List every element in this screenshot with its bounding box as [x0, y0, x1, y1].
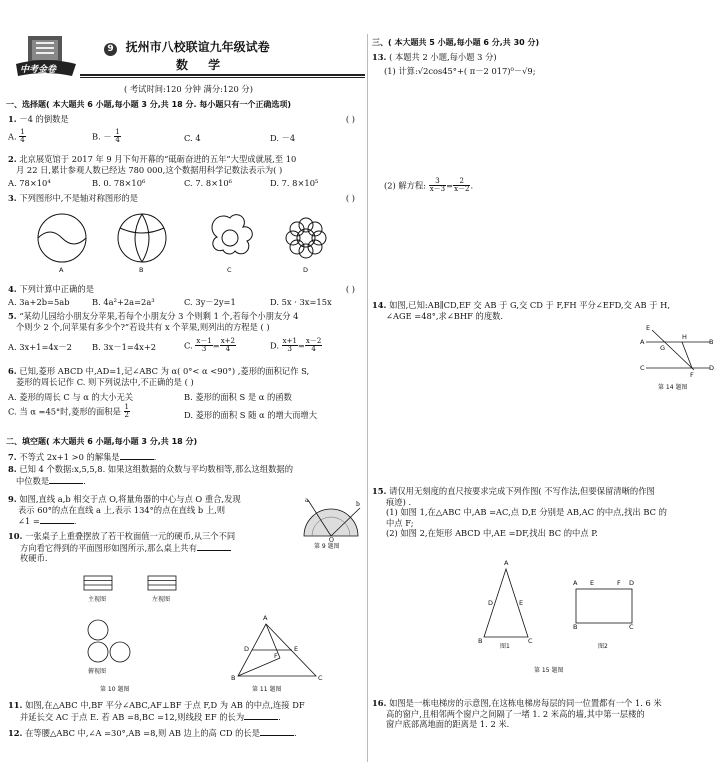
q3-label-a: A — [59, 266, 64, 274]
q8-line2: 中位数是 — [16, 475, 50, 486]
q5-c-n2: x+2 — [220, 337, 235, 345]
q1-option-b-label: B. － — [92, 131, 112, 142]
q6-option-a[interactable]: A. 菱形的周长 C 与 α 的大小无关 — [8, 392, 134, 402]
q14-point-d: D — [709, 364, 715, 372]
q6-c-frac — [124, 404, 130, 420]
q5-option-c[interactable] — [184, 338, 236, 354]
q5-d-n1: x+1 — [282, 337, 297, 345]
q5-d-eq: = — [297, 340, 305, 351]
question-4 — [8, 284, 361, 295]
q7-number: 7. — [8, 452, 17, 462]
q13-number: 13. — [372, 52, 387, 62]
q15-fig2-rectangle[interactable] — [576, 589, 632, 623]
question-10 — [8, 531, 298, 564]
section3-heading: 三、( 本大题共 5 小题,每小题 6 分,共 30 分) — [372, 38, 540, 47]
q11-point-c: C — [318, 674, 323, 682]
q6-line1: 已知,菱形 ABCD 中,AD=1,记∠ABC 为 α( 0°< α <90°) ,菱形的面积记作 S, — [19, 366, 310, 376]
q9-number: 9. — [8, 494, 17, 504]
q14-number: 14. — [372, 300, 387, 310]
q10-line3: 枚硬币. — [20, 553, 48, 564]
q1-b-den: 4 — [115, 136, 120, 145]
q9-line3: ∠1 = — [18, 516, 40, 527]
q4-option-a[interactable]: A. 3a+2b=5ab — [8, 297, 70, 307]
q5-c-frac2 — [220, 338, 236, 354]
q15-part1b: 中点 F; — [386, 517, 414, 528]
q5-c-d2: 4 — [225, 345, 231, 354]
q15-line1: 请仅用无刻度的直尺按要求完成下列作图( 不写作法,但要保留清晰的作图 — [389, 486, 655, 496]
header-title-row — [104, 40, 270, 56]
question-16 — [372, 698, 662, 730]
q16-number: 16. — [372, 698, 387, 708]
q11-caption: 第 11 题图 — [252, 686, 282, 693]
q13-part1: (1) 计算:√2cos45°+( π－2 017)⁰－√9; — [384, 66, 536, 76]
q11-line1: 如图,在△ABC 中,BF 平分∠ABC,AF⊥BF 于点 F,D 为 AB 的中点,连接 DF — [25, 700, 305, 710]
q14-point-g: G — [660, 344, 666, 352]
q4-option-d[interactable]: D. 5x · 3x=15x — [270, 297, 332, 307]
q11-point-b: B — [231, 674, 236, 682]
q2-option-a[interactable]: A. 78×10⁴ — [8, 178, 51, 188]
q14-figure — [640, 326, 714, 398]
q6-c-n: 1 — [124, 403, 129, 411]
q10-figure — [70, 572, 200, 698]
q5-option-a[interactable]: A. 3x+1=4x－2 — [8, 342, 72, 352]
q15-part2: (2) 如图 2,在矩形 ABCD 中,AE =DF,找出 BC 的中点 P. — [386, 528, 598, 539]
q7-end: . — [153, 452, 157, 462]
question-5 — [8, 311, 361, 332]
svg-text:b: b — [356, 501, 360, 508]
q12-number: 12. — [8, 728, 23, 738]
q15-line2: 痕迹) . — [386, 496, 412, 507]
q1-b-num: 1 — [115, 128, 120, 136]
q8-line1: 已知 4 个数据:x,5,5,8. 如果这组数据的众数与平均数相等,那么这组数据的 — [19, 464, 294, 474]
q8-number: 8. — [8, 464, 17, 474]
q4-option-c[interactable]: C. 3y－2y=1 — [184, 297, 236, 307]
q13-d1: x－3 — [429, 185, 446, 194]
q13-eq: = — [446, 180, 454, 191]
q5-d-frac1 — [282, 338, 298, 354]
question-6 — [8, 366, 361, 387]
q9-caption: 第 9 题图 — [314, 543, 340, 550]
q14-point-f: F — [690, 371, 694, 379]
column-divider — [367, 34, 368, 762]
q5-line1: “某幼儿园给小朋友分苹果,若每个小朋友分 3 个则剩 1 个,若每个小朋友分 4 — [19, 311, 299, 321]
q3-figure-c[interactable] — [212, 215, 252, 254]
logo-text: 中考金卷 — [20, 65, 57, 75]
q15-fig2-point-d: D — [629, 579, 635, 587]
q5-option-d[interactable] — [270, 338, 322, 354]
q14-line2: ∠AGE =48°,求∠BHF 的度数. — [386, 310, 504, 321]
q6-option-d[interactable]: D. 菱形的面积 S 随 α 的增大而增大 — [184, 410, 318, 420]
q3-answer-paren: ( ) — [345, 193, 355, 203]
q6-number: 6. — [8, 366, 17, 376]
q3-label-c: C — [227, 266, 232, 274]
q15-fig1-point-b: B — [478, 637, 483, 645]
q1-option-c[interactable]: C. 4 — [184, 133, 201, 143]
q6-line2: 菱形的周长记作 C. 则下列说法中,不正确的是 ( ) — [16, 376, 194, 387]
q3-label-b: B — [139, 266, 144, 274]
q13-part2 — [384, 178, 473, 194]
q1-option-a-label: A. — [8, 131, 17, 142]
q3-number: 3. — [8, 193, 17, 203]
q4-answer-paren: ( ) — [345, 284, 355, 294]
q10-top-view-label: 俯视图 — [88, 668, 107, 675]
q1-option-b[interactable] — [92, 129, 121, 145]
q1-answer-paren: ( ) — [345, 114, 355, 124]
q9-figure — [300, 496, 362, 554]
q11-point-f: F — [274, 652, 278, 660]
q5-c-frac1 — [195, 338, 212, 354]
q12-answer-blank[interactable] — [260, 727, 294, 736]
question-8 — [8, 464, 361, 486]
q6-c-d: 2 — [124, 411, 129, 420]
q11-line2: 并延长交 AC 于点 E. 若 AB =8,BC =12,则线段 EF 的长为 — [20, 711, 245, 722]
q15-fig2-point-a: A — [573, 579, 578, 587]
q14-line1: 如图,已知:AB∥CD,EF 交 AB 于 G,交 CD 于 F,FH 平分∠EFD,交 AB 于 H, — [389, 300, 671, 310]
q1-option-a-fraction — [19, 129, 25, 145]
q3-label-d: D — [303, 266, 309, 274]
q14-point-b: B — [709, 338, 714, 346]
logo — [10, 34, 80, 82]
q12-end: . — [294, 728, 297, 738]
q7-answer-blank[interactable] — [120, 451, 154, 460]
question-13 — [372, 52, 497, 63]
q16-line3: 窗户底部离地面的距离是 1. 2 米. — [386, 719, 510, 730]
q13-intro: ( 本题共 2 小题,每小题 3 分) — [389, 52, 497, 62]
question-1 — [8, 114, 361, 125]
q5-d-n2: x－2 — [305, 337, 322, 345]
q5-line2: 个则少 2 个,问苹果有多少个?”若设共有 x 个苹果,则列出的方程是 ( ) — [16, 321, 270, 332]
q15-fig2-point-f: F — [617, 579, 621, 587]
q11-number: 11. — [8, 700, 23, 710]
q15-fig2-point-e: E — [590, 579, 595, 587]
q5-options — [8, 338, 361, 360]
q15-fig1-point-d: D — [488, 599, 494, 607]
q13-frac1 — [429, 178, 446, 194]
q5-d-d1: 3 — [287, 345, 293, 354]
q1-options — [8, 127, 361, 149]
q11-end: . — [278, 711, 281, 722]
q5-option-b[interactable]: B. 3x－1=4x+2 — [92, 342, 157, 352]
q4-text: 下列计算中正确的是 — [19, 284, 94, 294]
q2-number: 2. — [8, 154, 17, 164]
q5-option-c-label: C. — [184, 340, 193, 351]
q9-line2: 表示 60°的点在直线 a 上,表示 134°的点在直线 b 上,则 — [18, 504, 226, 515]
question-11 — [8, 700, 361, 722]
section2-heading: 二、填空题( 本大题共 6 小题,每小题 3 分,共 18 分) — [6, 437, 198, 446]
q15-fig2-point-b: B — [573, 623, 578, 631]
q5-c-eq: = — [212, 340, 220, 351]
q5-c-d1: 3 — [201, 345, 207, 354]
q5-number: 5. — [8, 311, 17, 321]
q14-caption: 第 14 题图 — [658, 384, 688, 391]
q13-n1: 3 — [429, 178, 446, 186]
q14-point-c: C — [640, 364, 645, 372]
q15-number: 15. — [372, 486, 387, 496]
q5-d-frac2 — [305, 338, 322, 354]
q15-figures — [472, 559, 652, 680]
q10-front-view-label: 主视图 — [88, 596, 107, 603]
q1-option-a[interactable] — [8, 129, 26, 145]
q9-end: . — [73, 516, 77, 527]
q15-caption: 第 15 题图 — [534, 667, 564, 674]
q5-option-d-label: D. — [270, 340, 279, 351]
section1-heading: 一、选择题( 本大题共 6 小题,每小题 3 分,共 18 分. 每小题只有一个正确选项) — [6, 100, 291, 109]
q10-answer-blank[interactable] — [197, 542, 231, 551]
q10-line1: 一张桌子上重叠摆放了若干枚面值一元的硬币,从三个不同 — [25, 531, 236, 541]
q11-point-e: E — [294, 645, 299, 653]
question-9 — [8, 494, 298, 527]
question-14 — [372, 300, 670, 321]
q3-text: 下列图形中,不是轴对称图形的是 — [19, 193, 139, 203]
q12-text: 在等腰△ABC 中,∠A =30°,AB =8,则 AB 边上的高 CD 的长是 — [25, 728, 260, 738]
header-rule-thin — [80, 77, 365, 78]
q10-left-view-label: 左视图 — [152, 596, 171, 603]
q15-fig1-label: 图1 — [500, 643, 510, 650]
q14-point-h: H — [682, 333, 687, 341]
q10-line2: 方向看它得到的平面图形如图所示,那么桌上共有 — [20, 542, 197, 553]
question-15 — [372, 486, 667, 539]
q15-part1a: (1) 如图 1,在△ABC 中,AB =AC,点 D,E 分别是 AB,AC 的中点,找出 BC 的 — [386, 507, 667, 518]
q7-text: 不等式 2x+1 >0 的解集是 — [19, 452, 120, 462]
q16-line2: 高的窗户,且相邻两个窗户之间隔了一堵 1. 2 米高的墙,其中第一层楼的 — [386, 708, 645, 719]
q15-fig2-label: 图2 — [598, 643, 608, 650]
q6-options-row2 — [8, 404, 361, 426]
q14-point-e: E — [646, 324, 651, 332]
q6-option-b[interactable]: B. 菱形的面积 S 是 α 的函数 — [184, 392, 292, 402]
q3-figure-b[interactable] — [118, 214, 166, 262]
q4-option-b[interactable]: B. 4a²+2a=2a³ — [92, 297, 155, 307]
q11-figure — [228, 614, 338, 698]
q15-fig1-point-c: C — [528, 637, 533, 645]
question-12 — [8, 727, 361, 739]
q1-number: 1. — [8, 114, 17, 124]
q1-option-d[interactable]: D. －4 — [270, 133, 296, 143]
q3-figure-d[interactable] — [286, 218, 326, 258]
q16-line1: 如图是一栋电梯房的示意图,在这栋电梯房每层的同一位置都有一个 1. 6 米 — [389, 698, 662, 708]
q13-part2-label: (2) 解方程: — [384, 180, 427, 191]
q6-option-c-label: C. 当 α =45°时,菱形的面积是 — [8, 406, 121, 417]
q15-fig1-point-a: A — [504, 559, 509, 567]
svg-text:a: a — [305, 497, 309, 504]
q2-option-d[interactable]: D. 7. 8×10⁵ — [270, 178, 319, 188]
q2-option-c[interactable]: C. 7. 8×10⁶ — [184, 178, 232, 188]
q13-p2-end: . — [470, 180, 474, 191]
header-rule — [80, 74, 365, 76]
q2-line1: 北京展览馆于 2017 年 9 月下旬开幕的“砥砺奋进的五年”大型成就展,至 10 — [19, 154, 297, 164]
q11-point-d: D — [244, 645, 250, 653]
q8-answer-blank[interactable] — [49, 475, 83, 484]
q15-fig1-point-e: E — [519, 599, 524, 607]
q5-d-d2: 4 — [311, 345, 316, 354]
question-3 — [8, 193, 361, 204]
q11-point-a: A — [263, 614, 268, 622]
q1-text: －4 的倒数是 — [19, 114, 69, 124]
q13-n2: 2 — [453, 178, 470, 186]
q2-line2: 月 22 日,累计参观人数已经达 780 000,这个数据用科学记数法表示为( ) — [16, 164, 283, 175]
q3-figure-a[interactable] — [38, 214, 86, 262]
q6-option-c[interactable] — [8, 404, 130, 420]
q10-caption: 第 10 题图 — [100, 686, 130, 693]
q2-option-b[interactable]: B. 0. 78×10⁶ — [92, 178, 146, 188]
q13-frac2 — [453, 178, 470, 194]
svg-text:O: O — [329, 537, 334, 542]
subject-title: 数 学 — [176, 58, 229, 72]
q14-point-a: A — [640, 338, 645, 346]
q1-a-den: 4 — [20, 136, 25, 145]
q15-fig2-point-c: C — [629, 623, 634, 631]
q9-answer-blank[interactable] — [40, 515, 74, 524]
q13-d2: x－2 — [454, 185, 470, 194]
question-2 — [8, 154, 361, 175]
q8-end: . — [83, 475, 86, 486]
q5-c-n1: x－1 — [196, 337, 212, 345]
exam-info: ( 考试时间:120 分钟 满分:120 分) — [124, 84, 253, 94]
q1-a-num: 1 — [20, 128, 25, 136]
q10-number: 10. — [8, 531, 23, 541]
paper-title: 抚州市八校联谊九年级试卷 — [125, 40, 270, 54]
q3-figures — [10, 208, 360, 278]
q1-option-b-fraction — [114, 129, 120, 145]
q9-line1: 如图,直线 a,b 相交于点 O,将量角器的中心与点 O 重合,发现 — [19, 494, 241, 504]
q4-number: 4. — [8, 284, 17, 294]
paper-number-badge: 9 — [104, 43, 117, 56]
q11-answer-blank[interactable] — [244, 711, 278, 720]
question-7 — [8, 451, 361, 463]
